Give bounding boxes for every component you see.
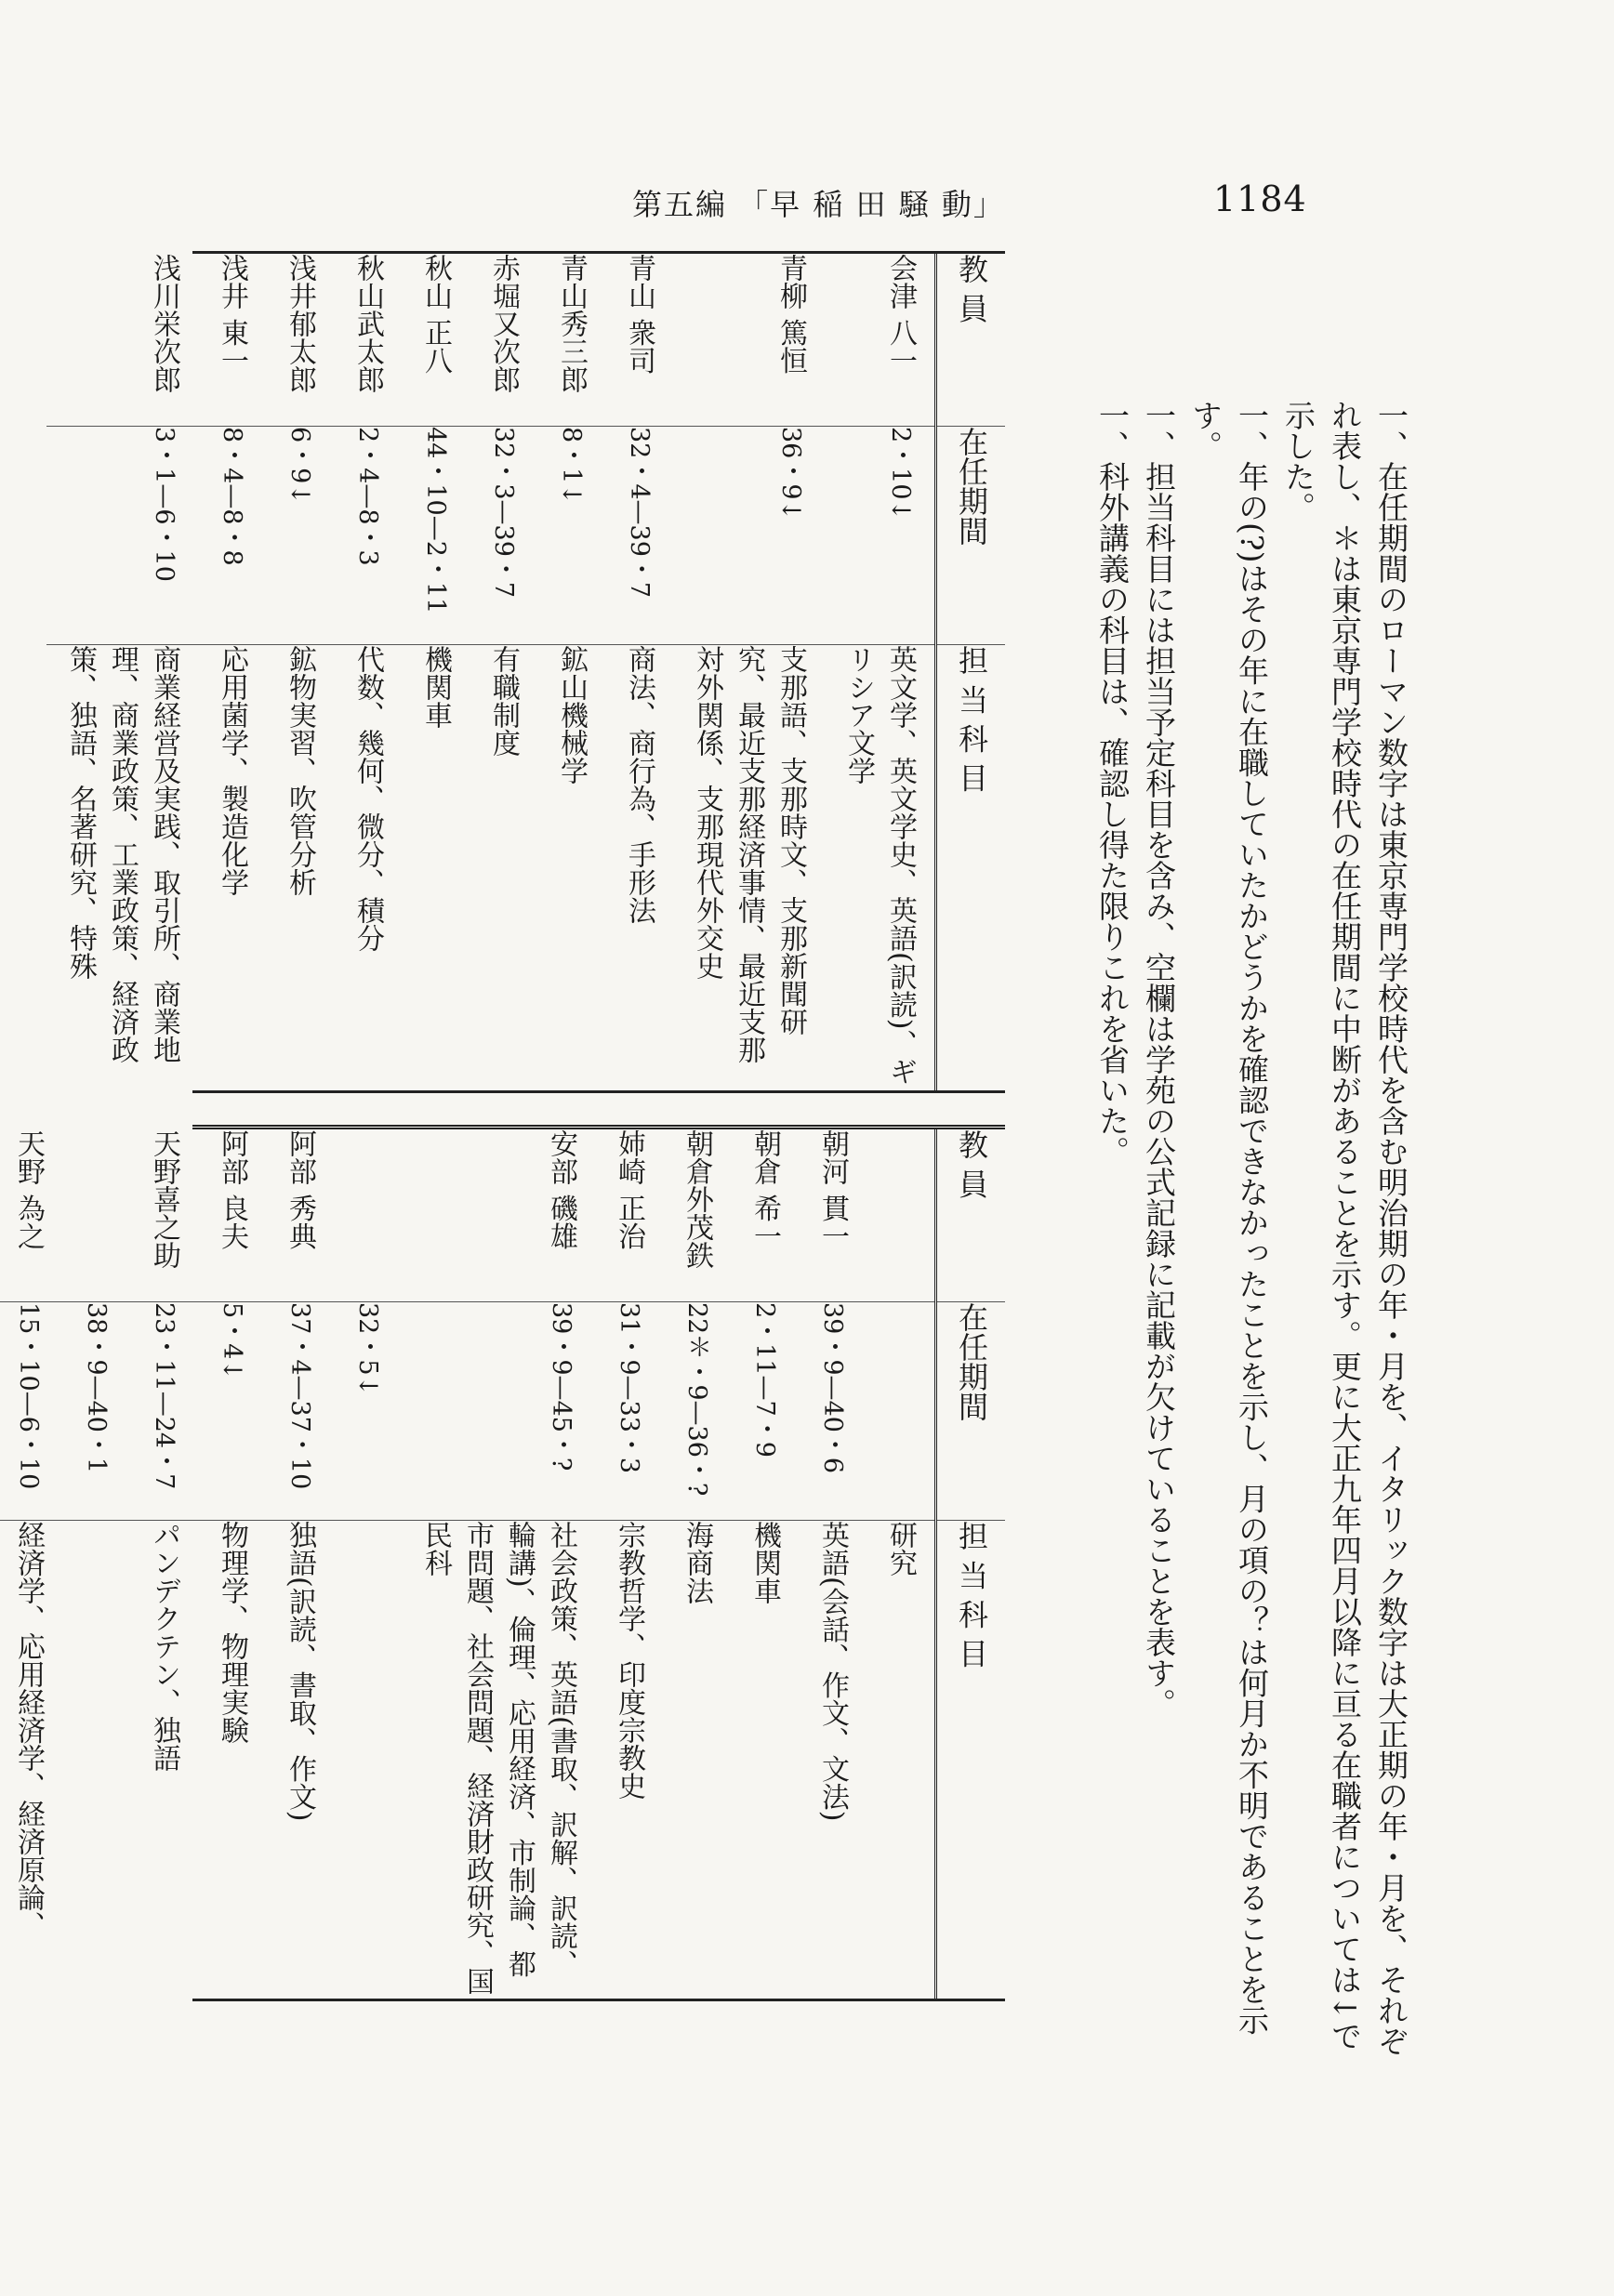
teacher-name [334,1129,402,1301]
subject-list: 英語(会話、作文、文法) [799,1520,867,1999]
header-subjects: 担 当 科 目 [937,644,1005,1090]
teacher-name: 朝倉外茂鉄 [681,1129,713,1269]
table-row [537,254,605,1090]
table-row [402,1129,595,1999]
table-row [663,1129,731,1999]
subject-list: 商法、商行為、手形法 [605,644,673,1090]
tenure-period: 37・4—37・10 [266,1301,334,1520]
table-header [934,254,1005,1090]
subject-list: 鉱物実習、吹管分析 [266,644,334,1090]
table-row [266,1129,334,1999]
teacher-name: 天野喜之助 [148,1129,180,1269]
subject-list: 鉱山機械学 [537,644,605,1090]
header-tenure: 在任期間 [937,1301,1005,1520]
teacher-name: 阿部 良夫 [216,1129,248,1250]
table-header [934,1129,1005,1999]
tenure-period: 39・9—45・? [402,1301,595,1520]
teacher-name: 会津 八一 [884,254,917,375]
teacher-name: 秋山 正八 [419,254,452,375]
teacher-name: 秋山武太郎 [351,254,384,393]
teacher-name [867,1129,934,1301]
subject-list: 有職制度 [470,644,537,1090]
tenure-period: 23・11—24・7 [130,1301,198,1520]
teacher-name: 姉崎 正治 [613,1129,645,1250]
table-row [673,254,825,1090]
subject-list: 支那語、支那時文、支那新聞研究、最近支那経済事情、最近支那対外関係、支那現代外交史 [673,644,825,1090]
tenure-period: 8・4—8・8 [198,426,266,644]
subject-list: 物理学、物理実験 [198,1520,266,1999]
notes [1089,400,1414,2064]
subject-list [62,1520,130,1999]
teacher-name: 青山 衆司 [623,254,655,375]
subject-list [334,1520,402,1999]
tenure-period: 31・9—33・3 [595,1301,663,1520]
subject-list: 機関車 [402,644,470,1090]
subject-list: 社会政策、英語(書取、訳解、訳読、輪講)、倫理、応用経済、市制論、都市問題、社会問題、経済財政研究、国民科 [402,1520,595,1999]
note-3: 一、担当科目には担当予定科目を含み、空欄は学苑の公式記録に記載が欠けていることを表す。 [1141,400,1177,1719]
subject-list: 経済学、応用経済学、経済原論、 [0,1520,62,1999]
table-row [334,1129,402,1999]
table-row [198,254,266,1090]
subject-list: 独語(訳読、書取、作文) [266,1520,334,1999]
table-row [867,1129,934,1999]
table-row [266,254,334,1090]
subject-list: 宗教哲学、印度宗教史 [595,1520,663,1999]
tenure-period: 8・1↓ [537,426,605,644]
faculty-table-2 [12,1125,1005,2001]
subject-list: 海商法 [663,1520,731,1999]
teacher-name: 朝倉 希一 [748,1129,781,1250]
table-row [0,1129,62,1999]
note-2: 一、年の(?)はその年に在職していたかどうかを確認できなかったことを示し、月の項の？は何月か不明であることを示す。 [1187,400,1270,2036]
tenure-period: 38・9—40・1 [62,1301,130,1520]
note-1: 一、在任期間のローマン数字は東京専門学校時代を含む明治期の年・月を、イタリック数字は大正期の年・月を、それぞれ表し、＊は東京専門学校時代の在任期間に中断があることを示す。更に大正九年四月以降に亘る在職者については↓で示した。 [1280,400,1409,2056]
table-row [799,1129,867,1999]
tenure-period: 2・10↓ [825,426,934,644]
teacher-name: 浅井郁太郎 [284,254,316,393]
tenure-period: 44・10—2・11 [402,426,470,644]
teacher-name: 阿部 秀典 [284,1129,316,1250]
table-row [731,1129,799,1999]
tenure-period: 22＊・9—36・? [663,1301,731,1520]
table-row [605,254,673,1090]
table-row [130,1129,198,1999]
teacher-name: 朝河 貫一 [816,1129,849,1250]
tenure-period: 32・4—39・7 [605,426,673,644]
teacher-name: 赤堀又次郎 [487,254,520,393]
subject-list: 英文学、英文学史、英語(訳読)、ギリシア文学 [825,644,934,1090]
tenure-period: 6・9↓ [266,426,334,644]
tenure-period [867,1301,934,1520]
tenure-period: 15・10—6・10 [0,1301,62,1520]
header-teacher: 教 員 [954,1129,989,1199]
teacher-name: 青柳 篤恒 [774,254,807,375]
subject-list: 応用菌学、製造化学 [198,644,266,1090]
table-row [46,254,198,1090]
tenure-period: 5・4↓ [198,1301,266,1520]
tenure-period: 39・9—40・6 [799,1301,867,1520]
table-row [334,254,402,1090]
table-row [470,254,537,1090]
subject-list: 研究 [867,1520,934,1999]
table-row [825,254,934,1090]
subject-list: パンデクテン、独語 [130,1520,198,1999]
teacher-name: 青山秀三郎 [555,254,588,393]
teacher-name: 安部 磯雄 [545,1129,577,1250]
teacher-name [62,1129,130,1301]
faculty-table-1 [64,251,1005,1093]
tenure-period: 32・3—39・7 [470,426,537,644]
subject-list: 代数、幾何、微分、積分 [334,644,402,1090]
teacher-name: 浅川栄次郎 [148,254,180,393]
header-teacher: 教 員 [954,254,989,323]
page-number: 1184 [1213,178,1307,219]
tenure-period: 2・4—8・3 [334,426,402,644]
teacher-name: 浅井 東一 [216,254,248,375]
teacher-name: 天野 為之 [12,1129,45,1250]
tenure-period: 2・11—7・9 [731,1301,799,1520]
table-row [402,254,470,1090]
tenure-period: 3・1—6・10 [46,426,198,644]
table-row [198,1129,266,1999]
table-row [595,1129,663,1999]
tenure-period: 32・5↓ [334,1301,402,1520]
note-4: 一、科外講義の科目は、確認し得た限りこれを省いた。 [1094,400,1131,1167]
tenure-period: 36・9↓ [673,426,825,644]
subject-list: 商業経営及実践、取引所、商業地理、商業政策、工業政策、経済政策、独語、名著研究、特殊 [46,644,198,1090]
subject-list: 機関車 [731,1520,799,1999]
header-tenure: 在任期間 [937,426,1005,644]
header-subjects: 担 当 科 目 [937,1520,1005,1999]
page-header: 第五編 「早 稲 田 騒 動」 [632,187,1005,222]
table-row [62,1129,130,1999]
